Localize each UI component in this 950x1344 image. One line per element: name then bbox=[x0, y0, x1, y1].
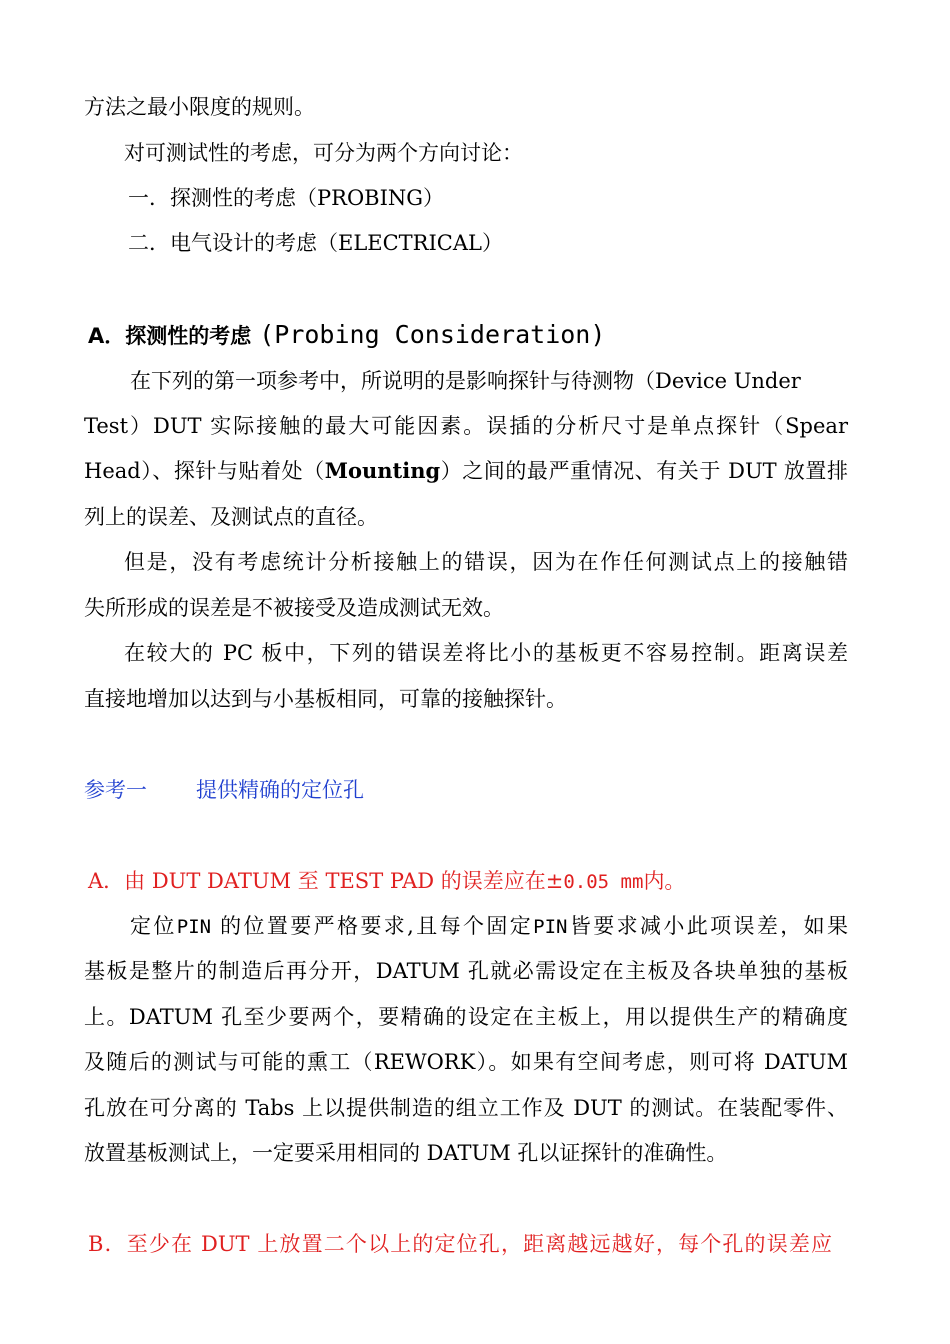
para1-line-3 bbox=[84, 458, 848, 484]
para2-line-1: 但是，没有考虑统计分析接触上的错误，因为在作任何测试点上的接触错 bbox=[124, 550, 848, 574]
section-heading bbox=[88, 320, 605, 351]
para1-line-3-a: Head）、探针与贴着处（ bbox=[84, 459, 325, 483]
para1-mounting: Mounting bbox=[324, 458, 441, 483]
item-a-line-1-c: 的位置要严格要求,且每个固定 bbox=[220, 914, 534, 938]
item-a-line-5: 孔放在可分离的 Tabs 上以提供制造的组立工作及 DUT 的测试。在装配零件、 bbox=[84, 1096, 848, 1120]
section-heading-cn: 探测性的考虑 bbox=[125, 324, 252, 348]
item-a-line-4: 及随后的测试与可能的熏工（REWORK）。如果有空间考虑，则可将 DATUM bbox=[84, 1050, 848, 1074]
para1-line-2: Test）DUT 实际接触的最大可能因素。误插的分析尺寸是单点探针（Spear bbox=[84, 414, 848, 438]
item-a-line-3: 上。DATUM 孔至少要两个，要精确的设定在主板上，用以提供生产的精确度 bbox=[84, 1005, 848, 1029]
item-a-title-c: 内。 bbox=[643, 869, 686, 893]
intro-line-1: 方法之最小限度的规则。 bbox=[84, 95, 315, 119]
item-a-line-1 bbox=[130, 913, 848, 940]
item-a-title-a: A．由 DUT DATUM 至 TEST PAD 的误差应在± bbox=[88, 869, 564, 893]
para3-line-1: 在较大的 PC 板中，下列的错误差将比小的基板更不容易控制。距离误差 bbox=[124, 641, 848, 665]
item-b-title: B．至少在 DUT 上放置二个以上的定位孔，距离越远越好，每个孔的误差应 bbox=[88, 1232, 832, 1256]
item-a-line-2: 基板是整片的制造后再分开，DATUM 孔就必需设定在主板及各块单独的基板 bbox=[84, 959, 848, 983]
section-heading-letter: A． bbox=[88, 324, 126, 348]
reference-label: 参考一 bbox=[84, 778, 147, 802]
item-a-pin-1: PIN bbox=[176, 916, 212, 938]
intro-item-probing: 一．探测性的考虑（PROBING） bbox=[128, 186, 445, 210]
intro-line-2: 对可测试性的考虑，可分为两个方向讨论： bbox=[124, 141, 523, 165]
item-a-line-1-e: 皆要求减小此项误差，如果 bbox=[567, 914, 849, 938]
para1-line-4: 列上的误差、及测试点的直径。 bbox=[84, 505, 378, 529]
para1-line-1: 在下列的第一项参考中，所说明的是影响探针与待测物（Device Under bbox=[130, 369, 801, 393]
item-a-title bbox=[88, 868, 685, 895]
reference-title: 提供精确的定位孔 bbox=[196, 778, 364, 802]
para2-line-2: 失所形成的误差是不被接受及造成测试无效。 bbox=[84, 596, 504, 620]
intro-item-electrical: 二．电气设计的考虑（ELECTRICAL） bbox=[128, 231, 503, 255]
para1-line-3-c: ）之间的最严重情况、有关于 DUT 放置排 bbox=[440, 459, 848, 483]
item-a-tolerance: 0.05 mm bbox=[563, 871, 644, 893]
item-a-pin-2: PIN bbox=[533, 916, 568, 938]
item-a-line-1-a: 定位 bbox=[130, 914, 177, 938]
section-heading-en: (Probing Consideration) bbox=[259, 320, 606, 349]
para3-line-2: 直接地增加以达到与小基板相同，可靠的接触探针。 bbox=[84, 687, 567, 711]
item-a-line-6: 放置基板测试上，一定要采用相同的 DATUM 孔以证探针的准确性。 bbox=[84, 1141, 728, 1165]
